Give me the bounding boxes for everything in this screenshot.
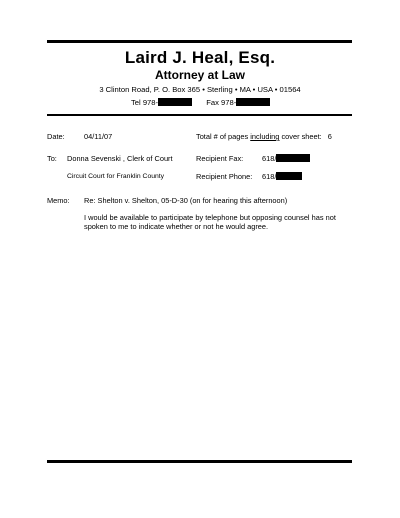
memo-re-line: Re: Shelton v. Shelton, 05-D-30 (on for hearing this afternoon)	[84, 196, 288, 205]
contact-line	[131, 98, 270, 107]
recipient-fax-value: 618/	[262, 154, 277, 163]
date-value: 04/11/07	[84, 132, 113, 141]
redaction-block	[158, 98, 192, 106]
pages-prefix: Total # of pages	[196, 132, 251, 141]
office-address: 3 Clinton Road, P. O. Box 365 • Sterling • MA • USA • 01564	[99, 85, 301, 94]
attorney-title: Attorney at Law	[154, 68, 245, 82]
memo-body-line-2: spoken to me to indicate whether or not he would agree.	[84, 222, 269, 231]
pages-value: 6	[327, 132, 332, 141]
bottom-rule	[47, 460, 352, 463]
recipient-phone-field	[262, 172, 302, 181]
pages-text	[196, 132, 332, 141]
top-rule	[47, 40, 352, 43]
recipient-phone-label: Recipient Phone:	[196, 172, 253, 181]
recipient-fax-field	[262, 154, 310, 163]
pages-emphasis: including	[250, 132, 280, 141]
to-name: Donna Sevenski , Clerk of Court	[67, 154, 173, 163]
to-label: To:	[47, 154, 57, 163]
redaction-block	[276, 154, 310, 162]
redaction-block	[236, 98, 270, 106]
recipient-phone-value: 618/	[262, 172, 277, 181]
date-label: Date:	[47, 132, 65, 141]
to-organization: Circuit Court for Franklin County	[67, 173, 165, 180]
memo-label: Memo:	[47, 196, 70, 205]
tel-label: Tel 978-	[131, 98, 159, 107]
recipient-fax-label: Recipient Fax:	[196, 154, 244, 163]
pages-suffix: cover sheet:	[279, 132, 322, 141]
middle-rule	[47, 114, 352, 116]
memo-body-line-1: I would be available to participate by telephone but opposing counsel has not	[84, 213, 336, 222]
attorney-name: Laird J. Heal, Esq.	[124, 48, 276, 67]
redaction-block	[276, 172, 302, 180]
fax-label: Fax 978-	[206, 98, 237, 107]
